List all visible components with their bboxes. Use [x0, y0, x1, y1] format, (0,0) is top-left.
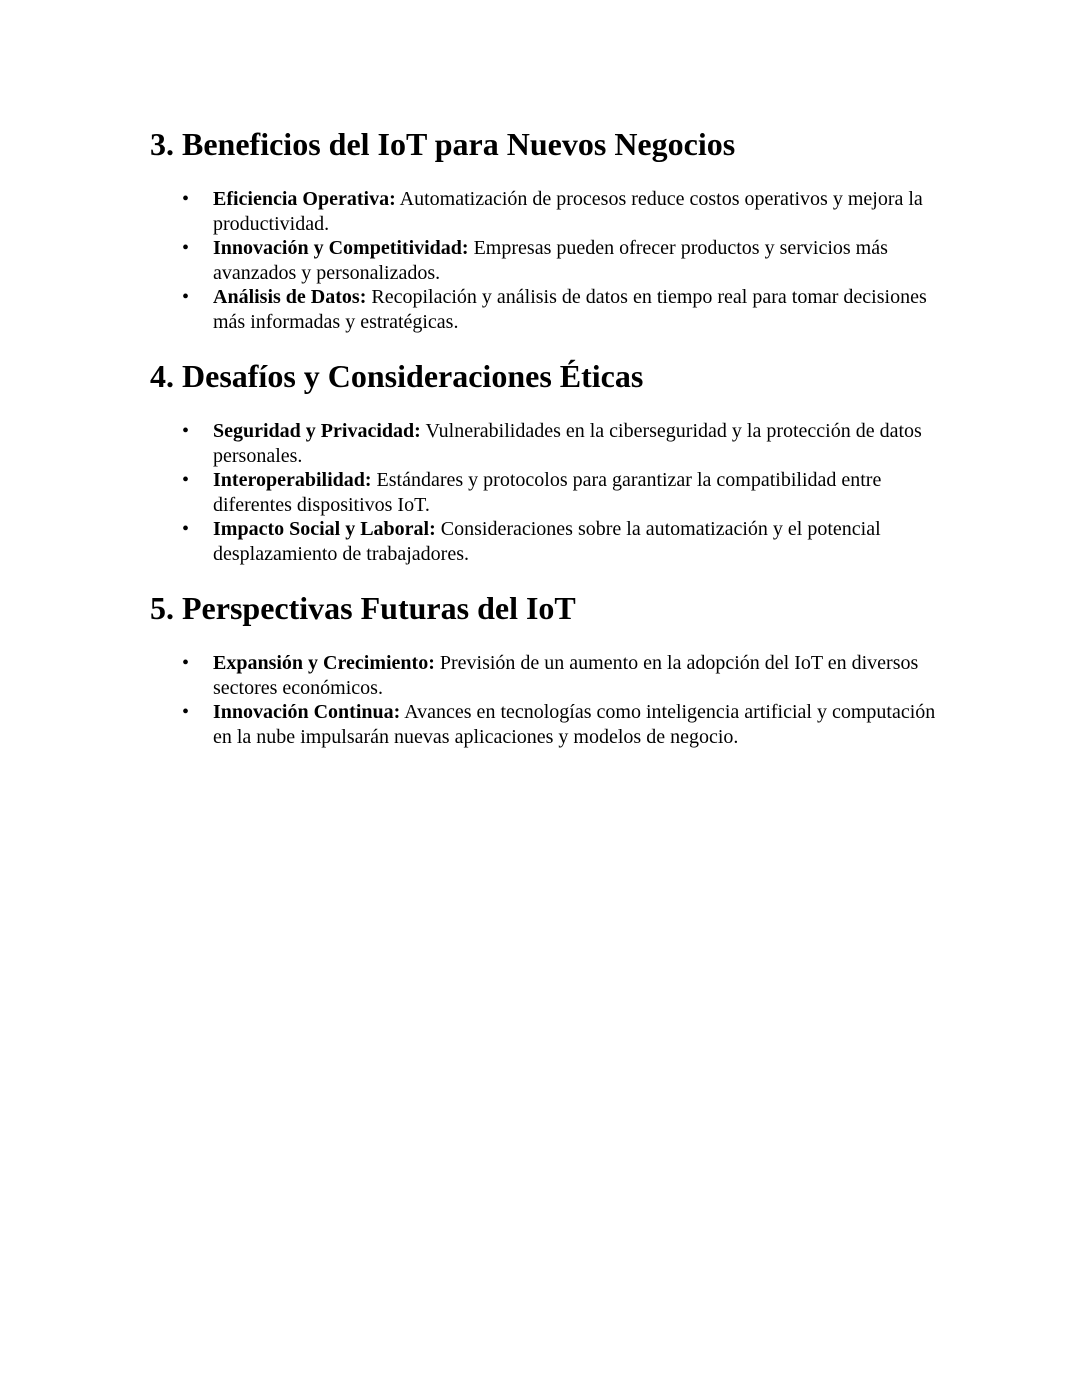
list-item [150, 236, 950, 285]
section-heading: 3. Beneficios del IoT para Nuevos Negocios [150, 126, 736, 162]
item-text: Empresas pueden ofrecer productos y servicios más avanzados y personalizados. [213, 237, 888, 284]
item-term: Innovación Continua: [213, 701, 401, 723]
list-item [150, 468, 950, 517]
section-heading: 5. Perspectivas Futuras del IoT [150, 590, 576, 626]
bullet-list [150, 651, 950, 749]
section-perspectivas [150, 590, 950, 748]
bullet-icon: • [182, 469, 190, 491]
item-term: Innovación y Competitividad: [213, 237, 469, 259]
bullet-icon: • [182, 701, 190, 723]
item-text: Avances en tecnologías como inteligencia artificial y computación en la nube impulsarán nuevas aplicaciones y modelos de negocio. [213, 701, 936, 748]
bullet-icon: • [182, 237, 190, 259]
section-beneficios [150, 126, 950, 333]
section-desafios [150, 358, 950, 565]
item-text: Automatización de procesos reduce costos operativos y mejora la productividad. [213, 188, 923, 235]
bullet-list [150, 419, 950, 566]
item-term: Seguridad y Privacidad: [213, 420, 421, 442]
bullet-icon: • [182, 420, 190, 442]
item-text: Previsión de un aumento en la adopción del IoT en diversos sectores económicos. [213, 652, 919, 699]
list-item [150, 700, 950, 749]
item-text: Vulnerabilidades en la ciberseguridad y la protección de datos personales. [213, 420, 922, 467]
item-text: Consideraciones sobre la automatización y el potencial desplazamiento de trabajadores. [213, 518, 881, 565]
section-heading: 4. Desafíos y Consideraciones Éticas [150, 358, 644, 394]
item-term: Interoperabilidad: [213, 469, 372, 491]
bullet-icon: • [182, 188, 190, 210]
item-term: Expansión y Crecimiento: [213, 652, 435, 674]
item-term: Impacto Social y Laboral: [213, 518, 436, 540]
list-item [150, 187, 950, 236]
bullet-icon: • [182, 652, 190, 674]
list-item [150, 517, 950, 566]
bullet-list [150, 187, 950, 334]
bullet-icon: • [182, 286, 190, 308]
item-text: Estándares y protocolos para garantizar la compatibilidad entre diferentes dispositivos IoT. [213, 469, 882, 516]
list-item [150, 651, 950, 700]
item-term: Análisis de Datos: [213, 286, 367, 308]
list-item [150, 285, 950, 334]
item-text: Recopilación y análisis de datos en tiempo real para tomar decisiones más informadas y estratégicas. [213, 286, 927, 333]
bullet-icon: • [182, 518, 190, 540]
list-item [150, 419, 950, 468]
item-term: Eficiencia Operativa: [213, 188, 396, 210]
